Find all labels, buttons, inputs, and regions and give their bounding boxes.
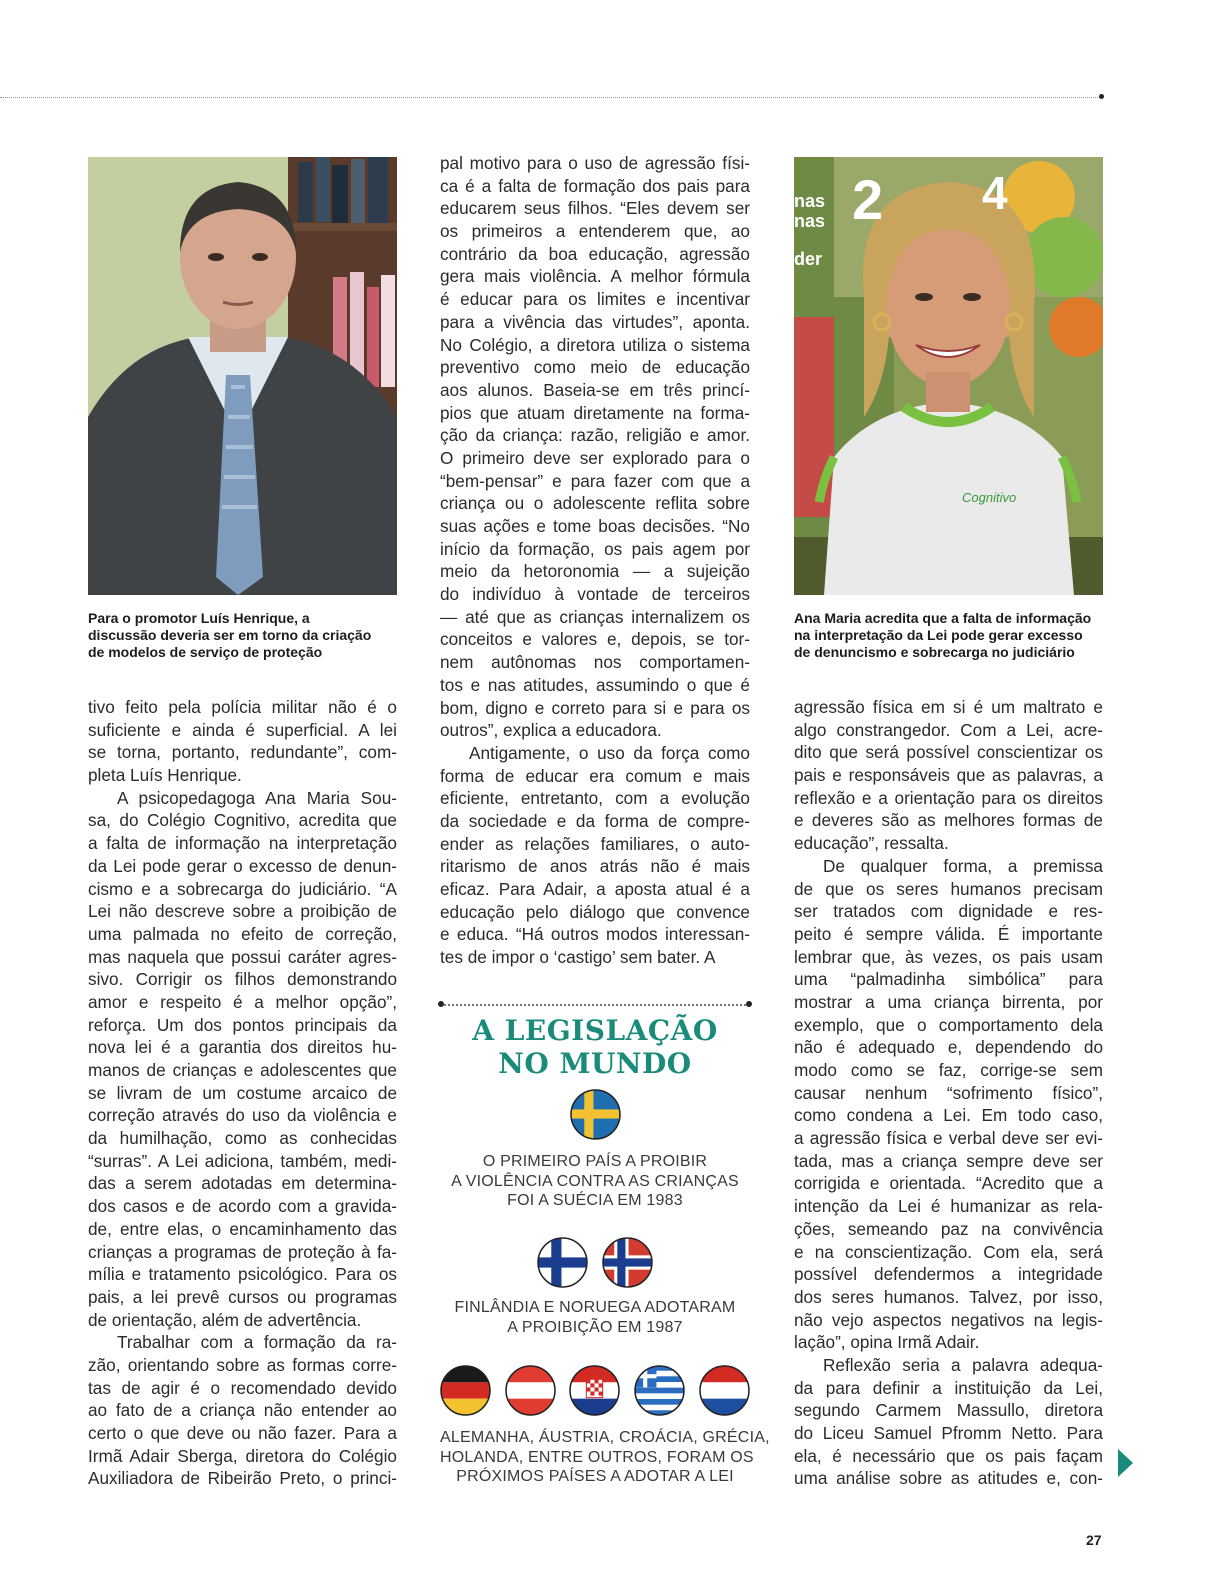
photo-bg-text: der <box>794 249 823 269</box>
article-line: pais, a lei prevê cursos ou programas <box>88 1286 397 1307</box>
article-line: é educar para os limites e incentivar <box>440 289 750 310</box>
article-line: sivo. Corrigir os filhos demonstrando <box>88 969 397 990</box>
box-text-line: FOI A SUÉCIA EM 1983 <box>507 1192 683 1209</box>
article-column-right <box>794 696 1103 1490</box>
article-line: lembrar que, às vezes, os pais usam <box>794 946 1103 967</box>
article-line: agressão física em si é um maltrato e <box>794 697 1103 717</box>
top-dotted-rule <box>0 97 1100 98</box>
article-line: de que os seres humanos precisam <box>794 878 1103 899</box>
article-line: tivo feito pela polícia militar não é o <box>88 697 397 717</box>
article-line: ção da criança: razão, religião e amor. <box>440 425 750 446</box>
article-line: a agressão física e verbal deve ser evi- <box>794 1128 1103 1149</box>
photo-bg-text: 4 <box>982 167 1008 219</box>
article-line: não é adequado e, dependendo do <box>794 1037 1103 1058</box>
article-line: meio da hetoronomia — a sujeição <box>440 561 750 582</box>
finland-flag-icon <box>537 1237 588 1288</box>
article-line: educarem seus filhos. “Eles devem ser <box>440 198 750 219</box>
page-number: 27 <box>1086 1532 1102 1548</box>
box-text-sweden <box>440 1152 750 1211</box>
article-line: mília e tratamento psicológico. Para os <box>88 1264 397 1285</box>
article-line: Antigamente, o uso da força como <box>469 742 750 763</box>
article-line: de, entre elas, o encaminhamento das <box>88 1218 397 1239</box>
article-line: “bem-pensar” e para fazer com que a <box>440 470 750 491</box>
article-line: lação”, opina Irmã Adair. <box>794 1332 980 1353</box>
article-line: uma análise sobre as atitudes e, con- <box>794 1468 1103 1489</box>
photo-ana-maria <box>794 157 1103 595</box>
article-line: causar nenhum “sofrimento físico”, <box>794 1082 1103 1103</box>
box-text-line: HOLANDA, ENTRE OUTROS, FORAM OS <box>440 1448 754 1466</box>
article-line: possível defendermos a integridade <box>794 1264 1103 1285</box>
box-text-finland-norway <box>440 1298 750 1337</box>
article-line: uma “palmadinha simbólica” para <box>794 969 1103 990</box>
box-dotted-rule <box>440 1004 750 1006</box>
article-line: reflexão e a orientação para os direitos <box>794 787 1103 808</box>
article-line: preventivo como meio de educação <box>440 357 750 378</box>
article-line: — até que as crianças internalizem os <box>440 606 750 627</box>
article-line: e na conscientização. Com ela, será <box>794 1241 1103 1262</box>
article-line: O primeiro deve ser explorado para o <box>440 447 750 468</box>
photo-bg-text: nas <box>794 211 826 231</box>
article-line: conceitos e valores e, depois, se tor- <box>440 629 750 650</box>
article-line: modo como se faz, corrige-se sem <box>794 1060 1103 1080</box>
box-rule-dot-right <box>746 1001 752 1007</box>
article-line: Lei não descreve sobre a proibição de <box>88 901 397 922</box>
box-text-line: A PROIBIÇÃO EM 1987 <box>507 1318 683 1336</box>
article-line: a falta de informação na interpretação <box>88 833 397 854</box>
article-line: mas naquela que possui caráter agres- <box>88 946 397 967</box>
article-line: se livram de um costume arcaico de <box>88 1082 397 1103</box>
article-line: tos e nas atitudes, assumindo o que é <box>440 674 750 695</box>
article-column-middle <box>440 152 750 969</box>
article-line: ritarismo de anos atrás não é mais <box>440 856 750 877</box>
article-line: aos alunos. Baseia-se em três princí- <box>440 379 750 400</box>
article-line: exemplo, que o comportamento dela <box>794 1014 1103 1035</box>
caption-line: de modelos de serviço de proteção <box>88 644 323 660</box>
box-title <box>440 1014 750 1080</box>
article-line: pleta Luís Henrique. <box>88 765 242 786</box>
article-line: uma palmada no efeito de correção, <box>88 923 397 944</box>
caption-line: Para o promotor Luís Henrique, a <box>88 610 310 626</box>
article-line: gera mais violência. A melhor fórmula <box>440 266 750 287</box>
croatia-flag-icon <box>569 1365 620 1416</box>
article-line: se torna, portanto, redundante”, com- <box>88 742 397 763</box>
article-line: forma de educar era comum e mais <box>440 765 750 786</box>
article-line: tas de agir é o recomendado devido <box>88 1377 397 1398</box>
article-line: zão, orientando sobre as formas corre- <box>88 1354 397 1375</box>
article-line: nova lei é a garantia dos direitos hu- <box>88 1037 397 1058</box>
article-line: ao fato de a criança não entender ao <box>88 1400 397 1421</box>
caption-left <box>88 610 408 661</box>
article-line: cismo e a sobrecarga do judiciário. “A <box>88 878 397 899</box>
article-line: sa, do Colégio Cognitivo, acredita que <box>88 810 397 831</box>
netherlands-flag-icon <box>699 1365 750 1416</box>
article-line: “surras”. A Lei adiciona, também, medi- <box>88 1150 397 1171</box>
article-line: manos de crianças e adolescentes que <box>88 1060 397 1080</box>
austria-flag-icon <box>505 1365 556 1416</box>
box-title-line: NO MUNDO <box>498 1047 692 1080</box>
article-line: dos casos e de acordo com a gravida- <box>88 1196 397 1217</box>
article-line: como condena a Lei. Em todo caso, <box>794 1105 1103 1126</box>
article-line: amor e respeito é a melhor opção”, <box>88 991 397 1012</box>
article-line: dito que será possível conscientizar os <box>794 742 1103 763</box>
article-line: corrigida e orientada. “Acredito que a <box>794 1173 1103 1194</box>
article-line: das a serem adotadas em determina- <box>88 1173 397 1194</box>
article-line: nem autônomas nos comportamen- <box>440 652 750 673</box>
article-line: de orientação, além de advertência. <box>88 1309 362 1330</box>
article-line: pios que atuam diretamente na forma- <box>440 402 750 423</box>
article-line: da Lei pode gerar o excesso de denun- <box>88 855 397 876</box>
article-line: De qualquer forma, a premissa <box>823 855 1103 876</box>
germany-flag-icon <box>440 1365 491 1416</box>
box-text-line: ALEMANHA, ÁUSTRIA, CROÁCIA, GRÉCIA, <box>440 1429 770 1446</box>
greece-flag-icon <box>634 1365 685 1416</box>
article-line: crianças a programas de proteção à fa- <box>88 1241 397 1262</box>
article-line: mostrar a uma criança birrenta, por <box>794 991 1103 1012</box>
article-line: criança ou o adolescente reflita sobre <box>440 493 750 514</box>
article-line: da humilhação, como as conhecidas <box>88 1128 397 1149</box>
article-line: certo o que deve ou não fazer. Para a <box>88 1423 397 1443</box>
top-rule-dot <box>1099 94 1104 99</box>
article-line: Trabalhar com a formação da ra- <box>117 1332 397 1353</box>
norway-flag-icon <box>602 1237 653 1288</box>
article-line: bom, digno e correto para si e para os <box>440 697 750 718</box>
article-line: No Colégio, a diretora utiliza o sistema <box>440 334 750 355</box>
article-line: educação pelo diálogo que convence <box>440 901 750 922</box>
article-line: os primeiros a entenderem que, ao <box>440 221 750 242</box>
article-line: tes de impor o ‘castigo’ sem bater. A <box>440 947 716 968</box>
article-line: ser tratados com dignidade e res- <box>794 901 1103 922</box>
article-line: dos seres humanos. Talvez, por isso, <box>794 1286 1103 1307</box>
article-line: contrário da boa educação, agressão <box>440 243 750 264</box>
caption-line: Ana Maria acredita que a falta de informação <box>794 610 1092 626</box>
article-line: início da formação, os pais agem por <box>440 538 750 559</box>
article-line: Auxiliadora de Ribeirão Preto, o princi- <box>88 1468 397 1489</box>
article-line: e deveres são as melhores formas de <box>794 810 1103 831</box>
article-line: A psicopedagoga Ana Maria Sou- <box>117 787 397 808</box>
caption-right <box>794 610 1114 661</box>
article-line: suficiente e ainda é superficial. A lei <box>88 719 397 740</box>
article-line: e educa. “Há outros modos interessan- <box>440 924 750 945</box>
sweden-flag-icon <box>570 1089 621 1140</box>
article-line: suas ações e tome boas decisões. “No <box>440 516 750 536</box>
box-rule-dot-left <box>438 1001 444 1007</box>
article-line: da sociedade e da forma de compre- <box>440 810 750 831</box>
article-line: algo constrangedor. Com a Lei, acre- <box>794 719 1103 740</box>
article-line: Irmã Adair Sberga, diretora do Colégio <box>88 1445 397 1466</box>
photo-bg-text: 2 <box>852 168 884 231</box>
article-line: ela, é necessário que os pais façam <box>794 1445 1103 1466</box>
box-title-line: A LEGISLAÇÃO <box>472 1014 718 1047</box>
article-line: pais e responsáveis que as palavras, a <box>794 765 1103 786</box>
article-line: outros”, explica a educadora. <box>440 720 662 741</box>
photo-bg-text: nas <box>794 191 826 211</box>
next-page-arrow-icon[interactable] <box>1118 1449 1133 1477</box>
article-line: correção através do uso da violência e <box>88 1105 397 1126</box>
article-line: eficaz. Para Adair, a aposta atual é a <box>440 879 750 899</box>
photo-luis-henrique <box>88 157 397 595</box>
article-line: educação”, ressalta. <box>794 833 949 854</box>
article-line: pal motivo para o uso de agressão físi- <box>440 153 750 173</box>
caption-line: discussão deveria ser em torno da criação <box>88 627 372 643</box>
article-line: peito é sempre válida. É importante <box>794 923 1103 944</box>
box-text-others <box>440 1428 770 1487</box>
article-line: tada, mas a criança sempre deve ser <box>794 1150 1103 1171</box>
box-text-line: FINLÂNDIA E NORUEGA ADOTARAM <box>454 1299 736 1316</box>
article-line: para a vivência das virtudes”, aponta. <box>440 311 750 332</box>
box-text-line: PRÓXIMOS PAÍSES A ADOTAR A LEI <box>456 1468 734 1485</box>
caption-line: de denuncismo e sobrecarga no judiciário <box>794 644 1075 660</box>
article-line: intenção da Lei é humanizar as rela- <box>794 1196 1103 1217</box>
article-line: ções, semeando paz na convivência <box>794 1218 1103 1239</box>
article-line: eficiente, entretanto, com a evolução <box>440 788 750 809</box>
article-line: da para definir a instituição da Lei, <box>794 1377 1103 1398</box>
article-line: segundo Carmem Massullo, diretora <box>794 1400 1103 1421</box>
article-line: não vejo aspectos negativos na legis- <box>794 1309 1103 1330</box>
article-line: Reflexão seria a palavra adequa- <box>823 1354 1103 1375</box>
article-line: do indivíduo à vontade de terceiros <box>440 584 750 605</box>
box-text-line: O PRIMEIRO PAÍS A PROIBIR <box>482 1153 708 1170</box>
article-line: reforça. Um dos pontos principais da <box>88 1014 397 1035</box>
shirt-logo: Cognitivo <box>962 490 1017 505</box>
article-line: ca é a falta de formação dos pais para <box>440 175 750 196</box>
article-line: do Liceu Samuel Pfromm Netto. Para <box>794 1423 1103 1443</box>
caption-line: na interpretação da Lei pode gerar excesso <box>794 627 1083 643</box>
article-line: ender as relações familiares, o auto- <box>440 833 750 854</box>
article-column-left <box>88 696 397 1490</box>
box-text-line: A VIOLÊNCIA CONTRA AS CRIANÇAS <box>451 1172 739 1190</box>
